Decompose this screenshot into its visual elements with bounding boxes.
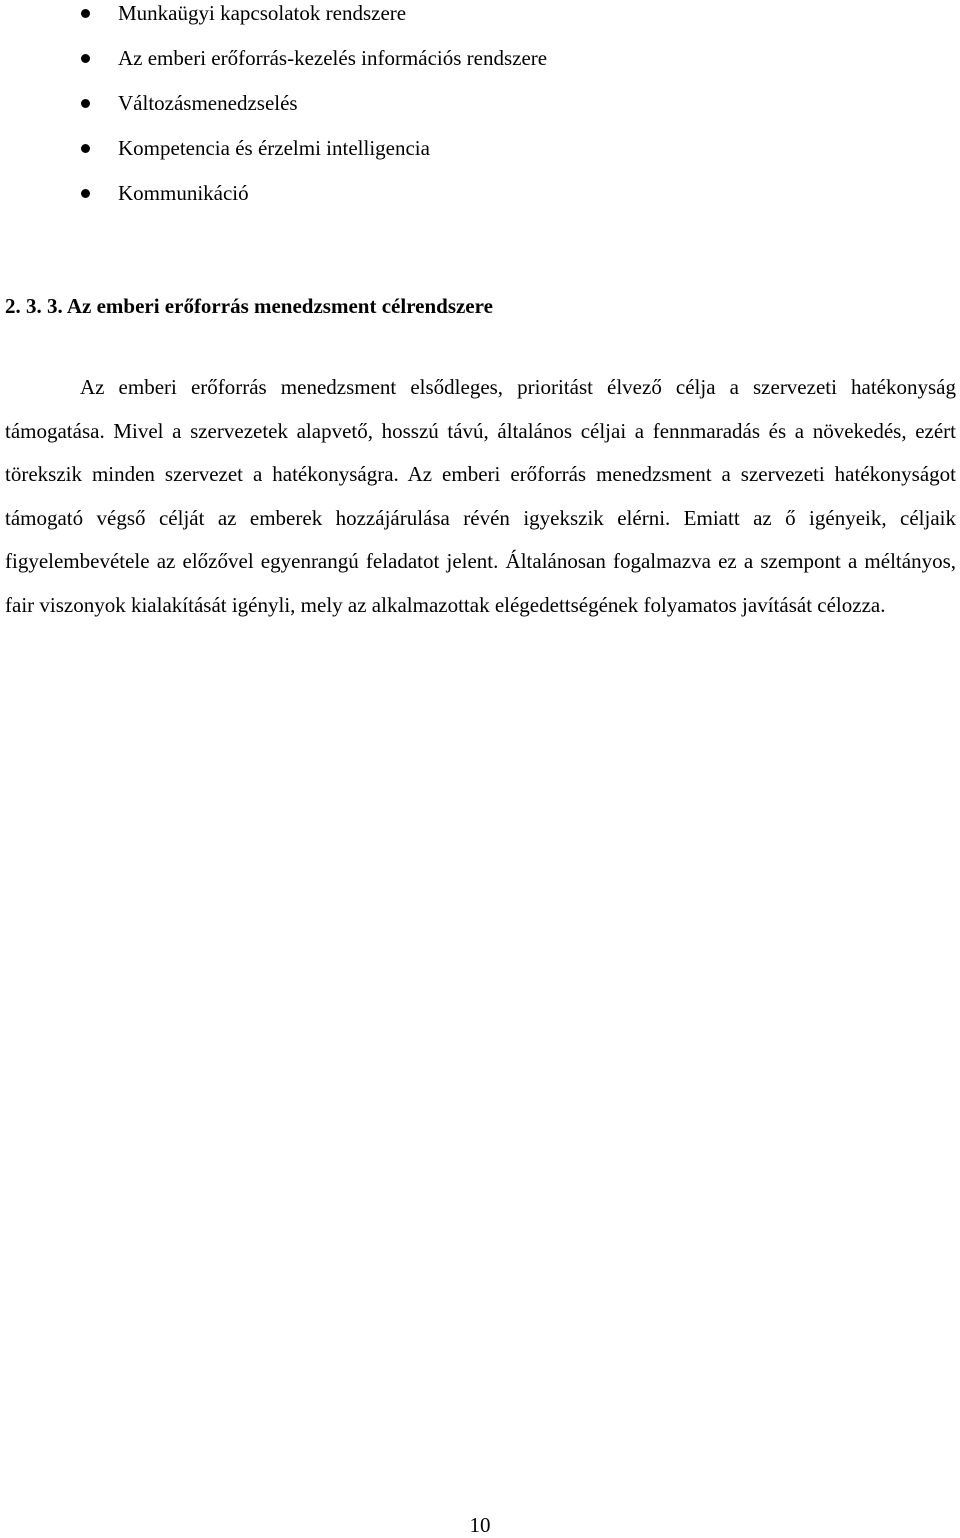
list-item [0, 135, 547, 180]
list-item [0, 45, 547, 90]
list-item-text: Kompetencia és érzelmi intelligencia [118, 136, 430, 160]
list-item-text: Az emberi erőforrás-kezelés információs rendszere [118, 46, 548, 70]
page-number: 10 [469, 1513, 491, 1537]
bullet-list [0, 0, 547, 225]
list-item-text: Változásmenedzselés [118, 91, 298, 115]
body-paragraph: Az emberi erőforrás menedzsment elsődleges, prioritást élvező célja a szervezeti hatékonyság támogatása. Mivel a szervezetek alapvető, hosszú távú, általános céljai a fennmaradás és a növekedés, ezért törekszik minden szervezet a hatékonyságra. Az emberi erőforrás menedzsment a szervezeti hatékonyságot támogató végső célját az emberek hozzájárulása révén igyekszik elérni. Emiatt az ő igényeik, céljaik figyelembevétele az előzővel egyenrangú feladatot jelent. Általánosan fogalmazva ez a szempont a méltányos, fair viszonyok kialakítását igényli, mely az alkalmazottak elégedettségének folyamatos javítását célozza. [5, 375, 956, 617]
bullet-icon [81, 99, 90, 108]
list-item-text: Munkaügyi kapcsolatok rendszere [118, 1, 407, 25]
section-heading: 2. 3. 3. Az emberi erőforrás menedzsment célrendszere [5, 294, 493, 318]
bullet-icon [81, 144, 90, 153]
list-item [0, 0, 547, 45]
bullet-icon [81, 54, 90, 63]
list-item-text: Kommunikáció [118, 181, 249, 205]
bullet-icon [81, 189, 90, 198]
list-item [0, 90, 547, 135]
list-item [0, 180, 547, 225]
bullet-icon [81, 9, 90, 18]
